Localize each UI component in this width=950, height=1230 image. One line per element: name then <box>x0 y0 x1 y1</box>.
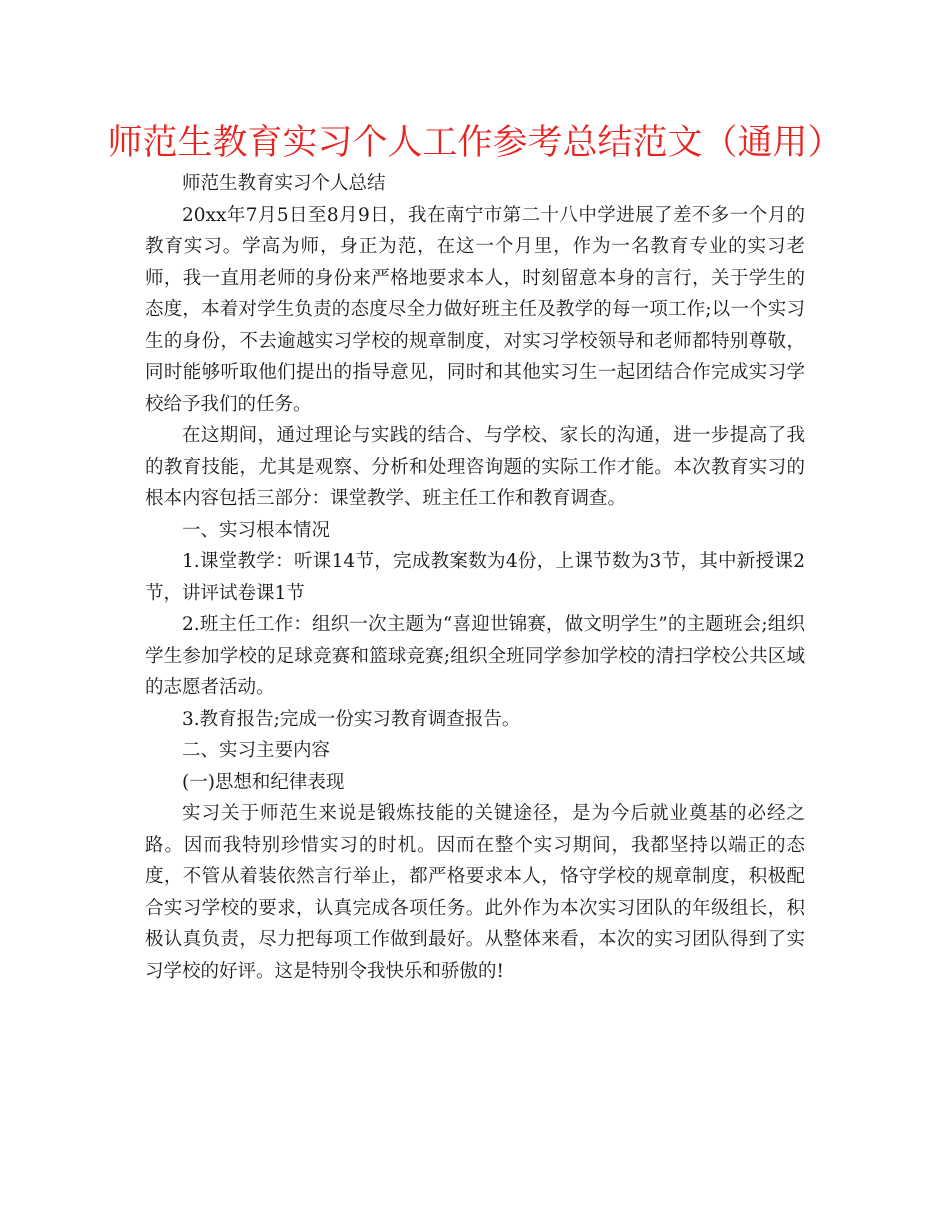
section-heading-2: 二、实习主要内容 <box>182 740 331 761</box>
section-heading-1: 一、实习根本情况 <box>182 519 331 541</box>
paragraph-period: 在这期间，通过理论与实践的结合、与学校、家长的沟通，进一步提高了我的教育技能，尤其是观察、分析和处理咨询题的实际工作才能。本次教育实习的根本内容包括三部分：课堂教学、班主任工作和教育调查。 <box>145 425 805 509</box>
list-item-class-teacher: 2.班主任工作：组织一次主题为“喜迎世锦赛，做文明学生”的主题班会;组织学生参加学校的足球竞赛和篮球竞赛;组织全班同学参加学校的清扫学校公共区域的志愿者活动。 <box>145 614 805 698</box>
list-item-teaching: 1.课堂教学：听课14节，完成教案数为4份，上课节数为3节，其中新授课2节，讲评试卷课1节 <box>145 551 805 604</box>
paragraph-conduct: 实习关于师范生来说是锻炼技能的关键途径，是为今后就业奠基的必经之路。因而我特别珍惜实习的时机。因而在整个实习期间，我都坚持以端正的态度，不管从着装依然言行举止，都严格要求本人，恪守学校的规章制度，积极配合实习学校的要求，认真完成各项任务。此外作为本次实习团队的年级组长，积极认真负责，尽力把每项工作做到最好。从整体来看，本次的实习团队得到了实习学校的好评。这是特别令我快乐和骄傲的! <box>145 803 805 982</box>
list-item-report: 3.教育报告;完成一份实习教育调查报告。 <box>182 708 521 730</box>
document-title: 师范生教育实习个人工作参考总结范文（通用） <box>107 123 843 163</box>
paragraph-subtitle: 师范生教育实习个人总结 <box>182 173 386 194</box>
paragraph-intro: 20xx年7月5日至8月9日，我在南宁市第二十八中学进展了差不多一个月的教育实习。学高为师，身正为范，在这一个月里，作为一名教育专业的实习老师，我一直用老师的身份来严格地要求本人，时刻留意本身的言行，关于学生的态度，本着对学生负责的态度尽全力做好班主任及教学的每一项工作;以一个实习生的身份，不去逾越实习学校的规章制度，对实习学校领导和老师都特别尊敬，同时能够听取他们提出的指导意见，同时和其他实习生一起团结合作完成实习学校给予我们的任务。 <box>145 204 805 415</box>
subsection-heading-1: (一)思想和纪律表现 <box>182 771 345 793</box>
document-body <box>145 168 805 987</box>
